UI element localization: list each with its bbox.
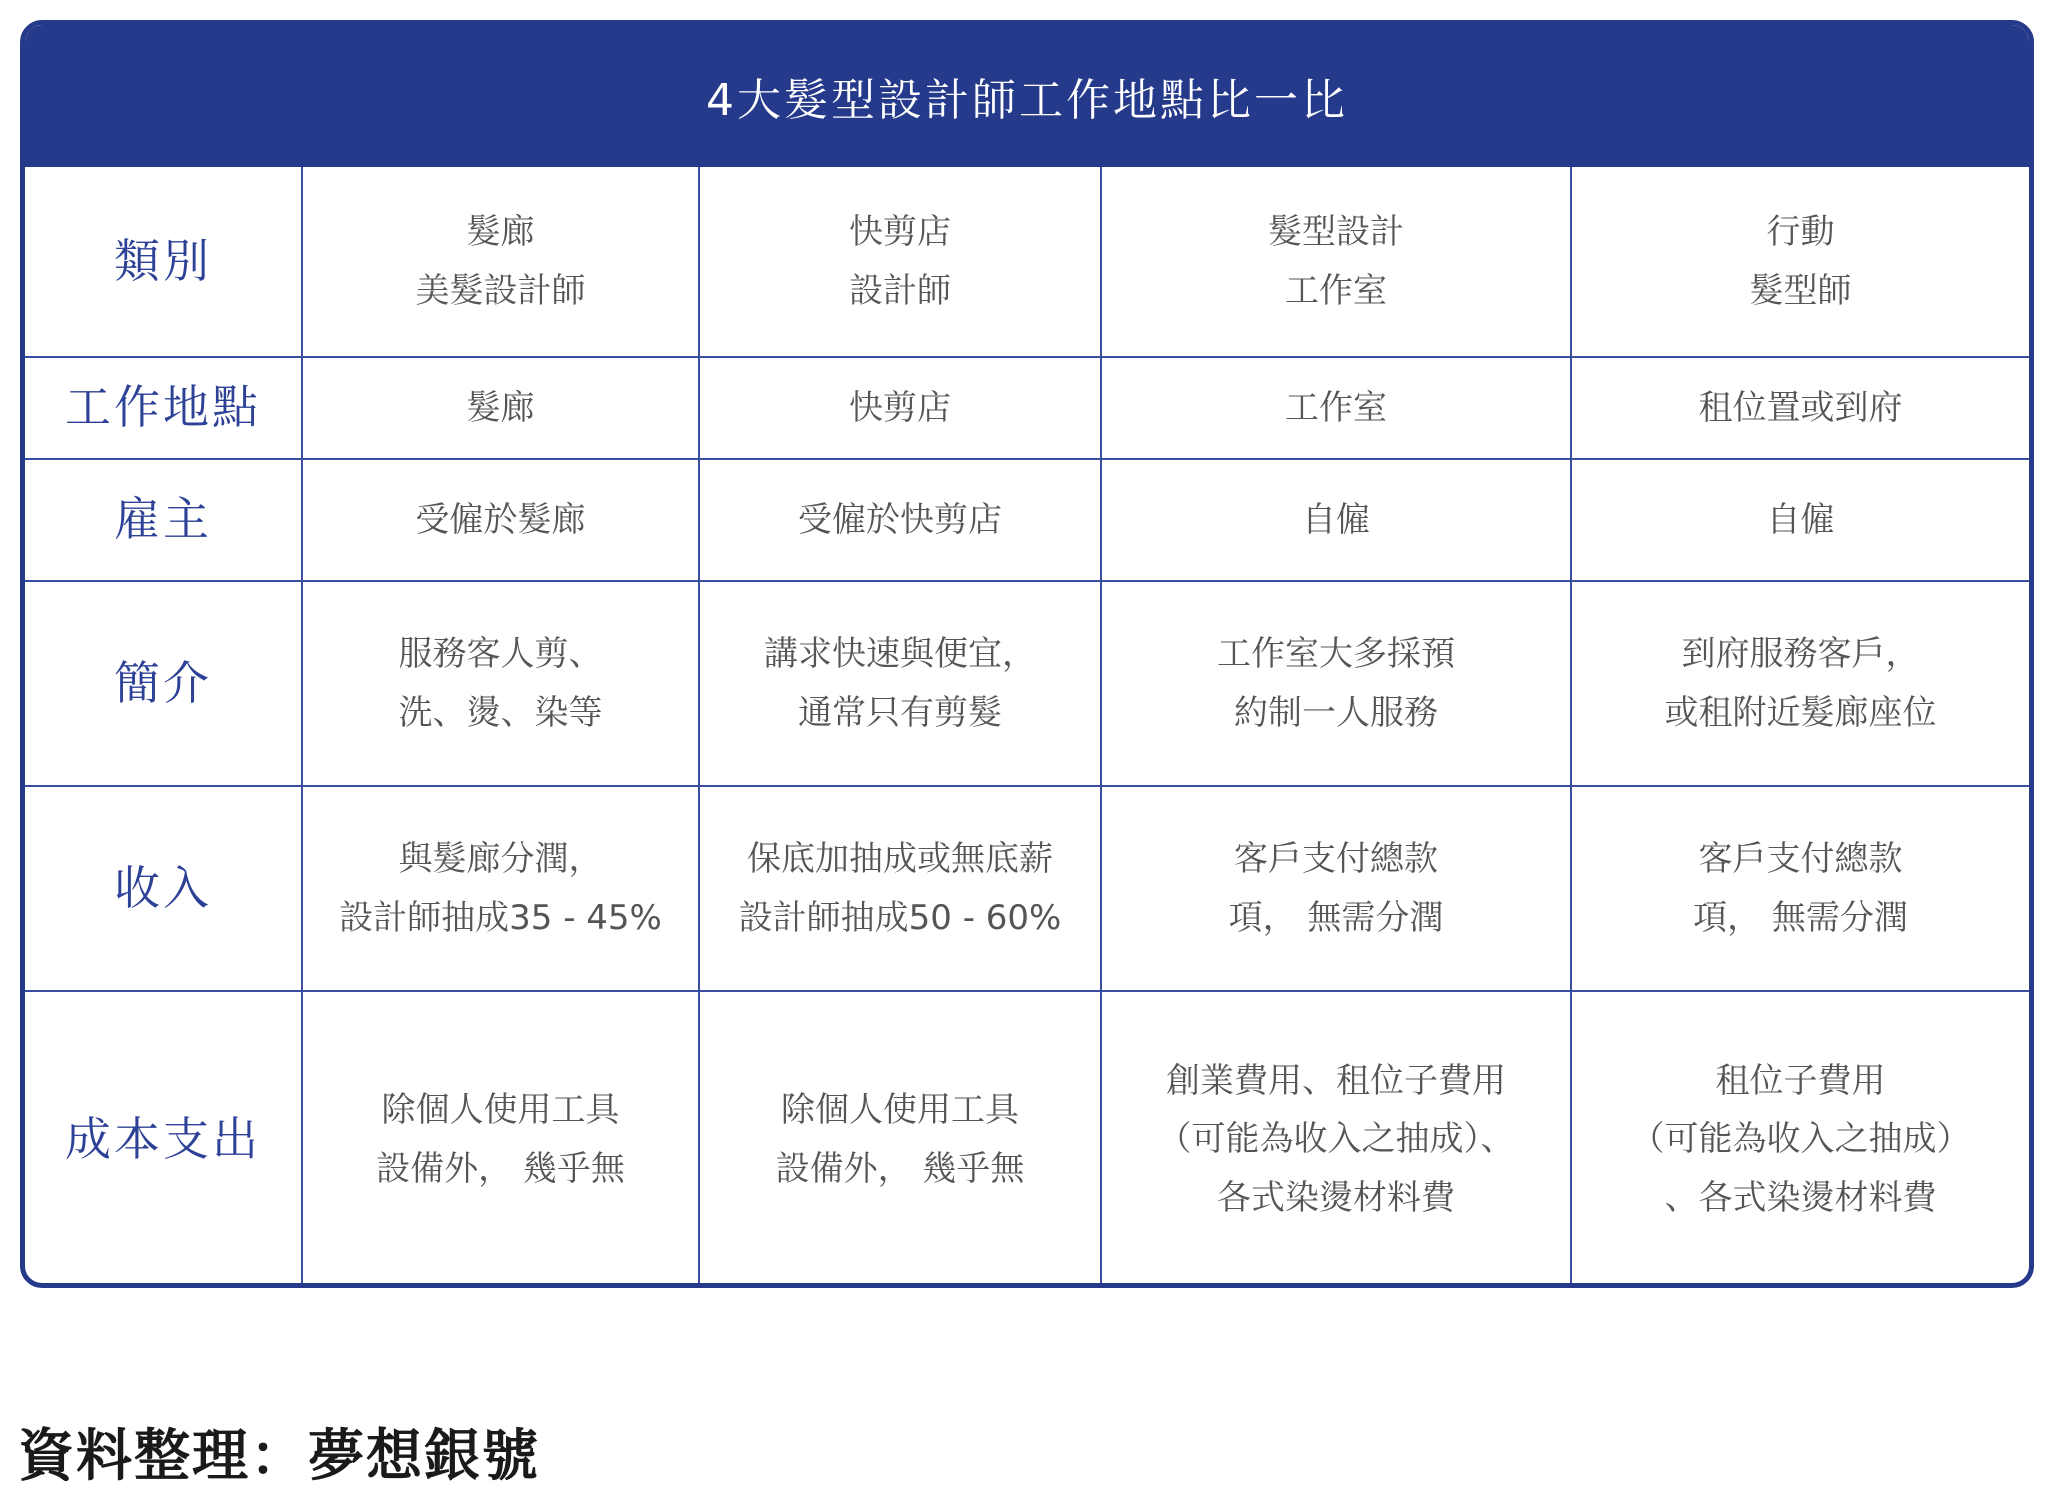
table-row	[25, 459, 2029, 581]
cell-line: 或租附近髮廊座位	[1664, 692, 1937, 733]
table-cell	[699, 357, 1101, 459]
row-header: 工作地點	[25, 357, 302, 459]
cell-line: 項， 無需分潤	[1228, 897, 1444, 938]
cell-line: 除個人使用工具	[781, 1090, 1019, 1131]
table-cell	[1571, 581, 2029, 786]
comparison-card	[20, 20, 2034, 1288]
cell-line: 快剪店	[849, 387, 951, 428]
table-cell	[699, 786, 1101, 991]
table-cell	[1101, 459, 1571, 581]
cell-line: 客戶支付總款	[1234, 839, 1438, 880]
table-cell	[302, 581, 699, 786]
cell-line: 髮廊	[466, 387, 535, 428]
cell-line: 、各式染燙材料費	[1664, 1177, 1937, 1218]
cell-line: 美髮設計師	[415, 270, 586, 311]
table-cell	[1571, 167, 2029, 357]
table-cell	[1101, 357, 1571, 459]
cell-line: 到府服務客戶，	[1681, 634, 1920, 675]
table-cell	[1101, 581, 1571, 786]
cell-line: 工作室大多採預	[1217, 634, 1455, 675]
cell-line: 髮廊	[466, 212, 535, 253]
table-cell	[302, 786, 699, 991]
cell-line: 設備外， 幾乎無	[376, 1148, 625, 1189]
cell-line: 保底加抽成或無底薪	[747, 839, 1053, 880]
cell-line: 工作室	[1285, 270, 1387, 311]
cell-line: 租位置或到府	[1698, 387, 1903, 428]
table-cell	[699, 581, 1101, 786]
row-header: 類別	[25, 167, 302, 357]
cell-line: 行動	[1766, 212, 1835, 253]
table-row	[25, 357, 2029, 459]
cell-line: 受僱於快剪店	[798, 499, 1002, 540]
table-cell	[1571, 357, 2029, 459]
cell-line: 講求快速與便宜，	[764, 634, 1036, 675]
cell-line: 除個人使用工具	[381, 1090, 620, 1131]
table-cell	[1101, 991, 1571, 1287]
table-row	[25, 581, 2029, 786]
cell-line: 受僱於髮廊	[415, 499, 586, 540]
cell-line: 各式染燙材料費	[1217, 1177, 1455, 1218]
table-cell	[1101, 167, 1571, 357]
table-row	[25, 167, 2029, 357]
row-header: 成本支出	[25, 991, 302, 1287]
row-header: 雇主	[25, 459, 302, 581]
cell-line: 快剪店	[849, 212, 951, 253]
cell-line: （可能為收入之抽成）	[1630, 1119, 1971, 1160]
cell-line: 通常只有剪髮	[798, 692, 1002, 733]
cell-line: 設備外， 幾乎無	[775, 1148, 1025, 1189]
table-cell	[302, 459, 699, 581]
cell-line: 洗、燙、染等	[398, 692, 603, 733]
cell-line: 自僱	[1302, 499, 1370, 540]
row-header: 簡介	[25, 581, 302, 786]
table-cell	[1571, 459, 2029, 581]
cell-line: 設計師抽成50 - 60%	[738, 897, 1062, 938]
table-cell	[1101, 786, 1571, 991]
table-row	[25, 991, 2029, 1287]
cell-line: 設計師	[849, 270, 951, 311]
cell-line: 工作室	[1285, 387, 1387, 428]
cell-line: 服務客人剪、	[398, 634, 603, 675]
cell-line: 與髮廊分潤，	[398, 839, 603, 880]
cell-line: 租位子費用	[1715, 1060, 1886, 1101]
comparison-table	[25, 167, 2029, 1287]
cell-line: 項， 無需分潤	[1693, 897, 1908, 938]
cell-line: 髮型設計	[1268, 212, 1404, 253]
cell-line: 創業費用、租位子費用	[1166, 1060, 1506, 1101]
table-cell	[1571, 991, 2029, 1287]
table-cell	[1571, 786, 2029, 991]
row-header: 收入	[25, 786, 302, 991]
table-row	[25, 786, 2029, 991]
table-title: 4大髮型設計師工作地點比一比	[25, 25, 2029, 167]
table-cell	[699, 459, 1101, 581]
source-note: 資料整理：夢想銀號	[18, 1424, 540, 1489]
table-cell	[699, 991, 1101, 1287]
cell-line: 約制一人服務	[1234, 692, 1438, 733]
cell-line: 客戶支付總款	[1698, 839, 1903, 880]
table-cell	[302, 167, 699, 357]
cell-line: （可能為收入之抽成）、	[1157, 1119, 1515, 1160]
table-cell	[302, 357, 699, 459]
cell-line: 髮型師	[1749, 270, 1852, 311]
table-cell	[302, 991, 699, 1287]
cell-line: 自僱	[1766, 499, 1835, 540]
table-cell	[699, 167, 1101, 357]
cell-line: 設計師抽成35 - 45%	[339, 897, 662, 938]
